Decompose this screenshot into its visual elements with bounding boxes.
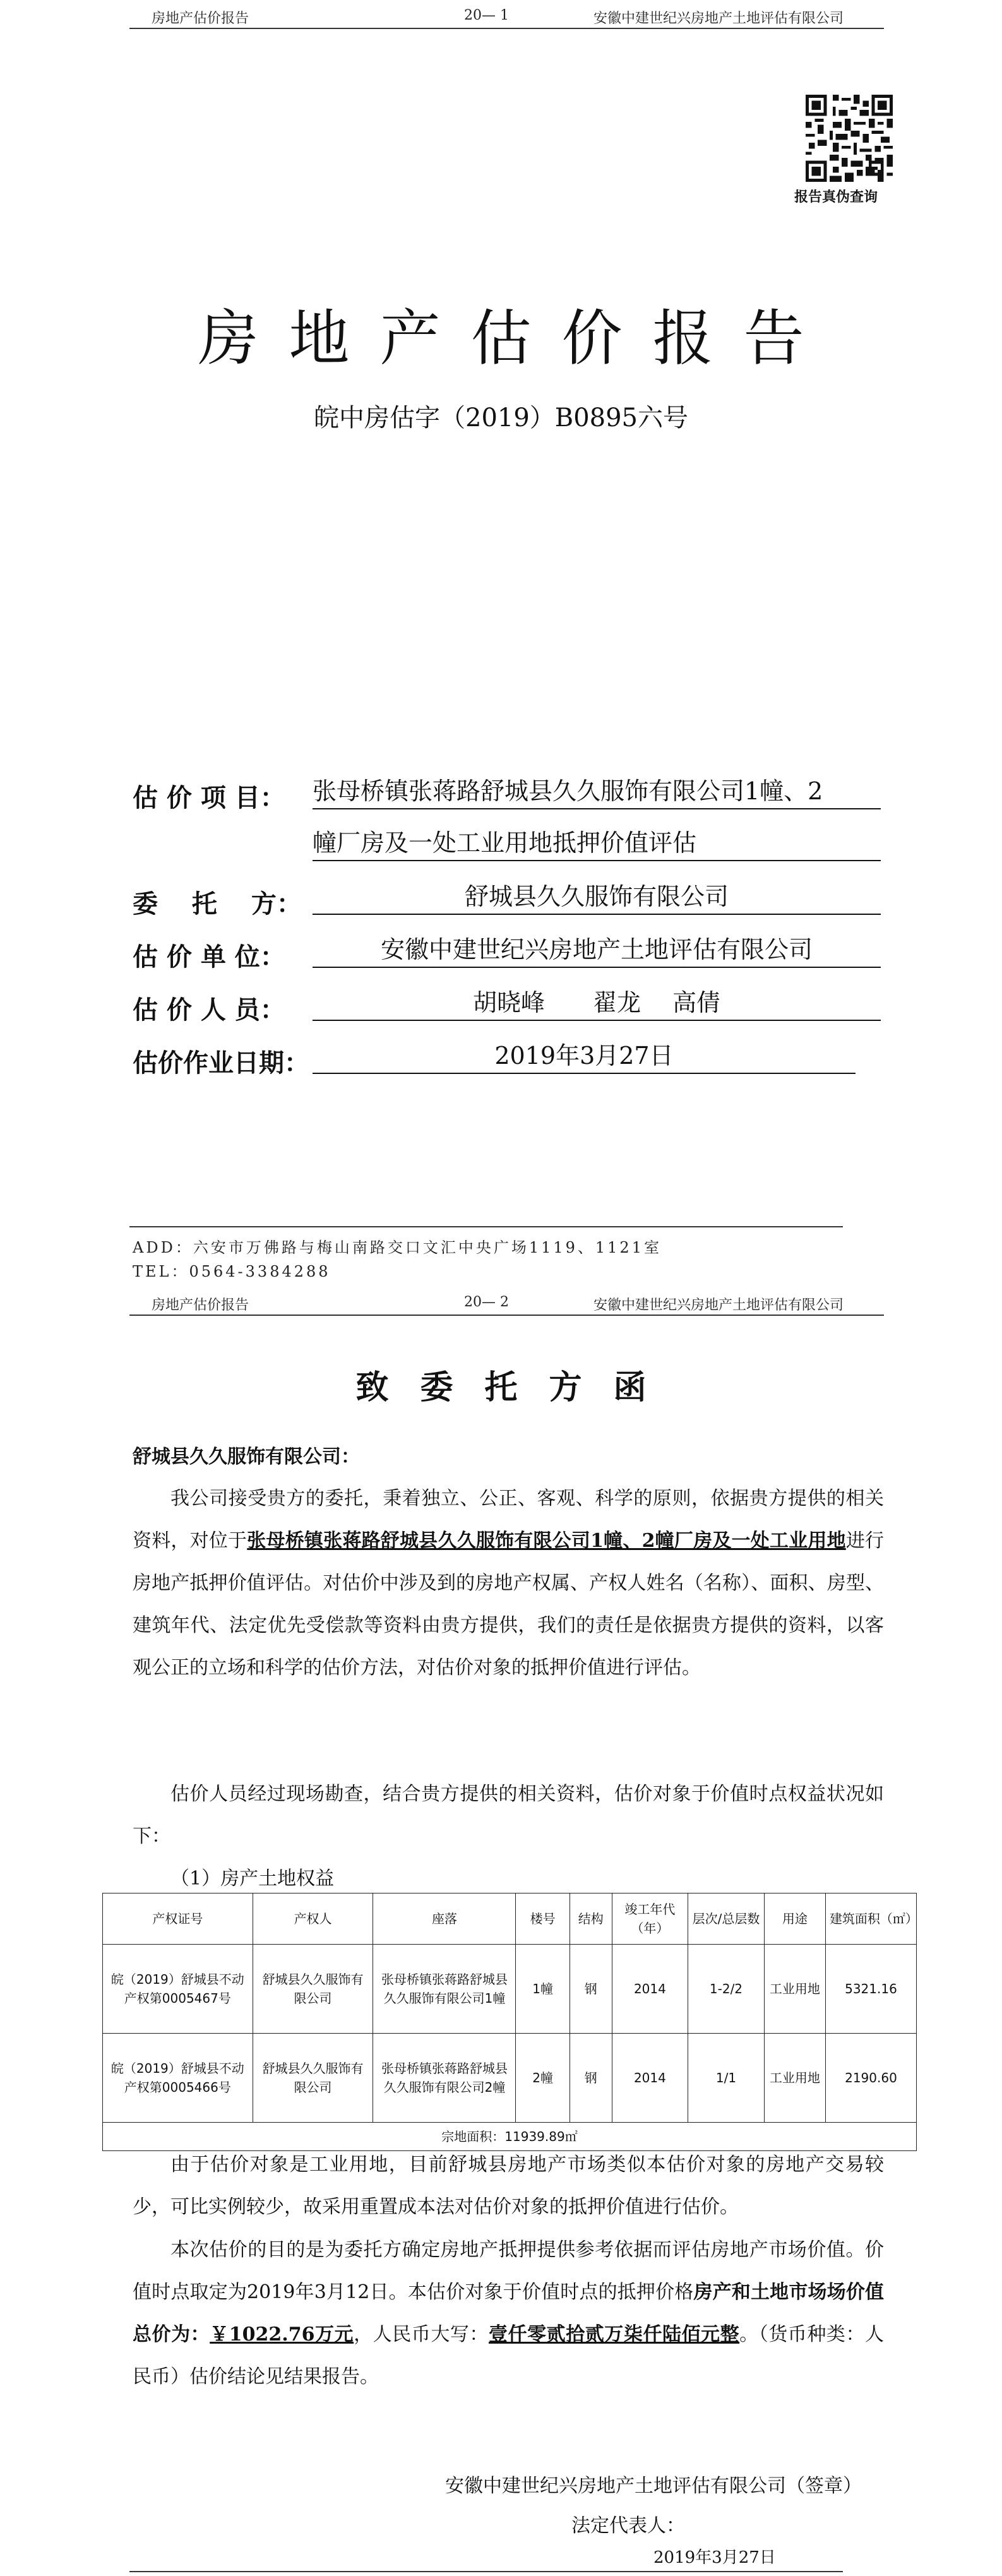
- paragraph-1: [133, 1477, 884, 1689]
- paragraph-4-text-f: 。（货币种类：人民币）估价结论见结果报告。: [133, 2323, 885, 2388]
- report-title: 房地产估价报告: [198, 303, 835, 374]
- col-structure: 结构: [570, 1893, 612, 1945]
- cell-building-no: 1幢: [516, 1945, 570, 2034]
- project-label: 估 价 项 目：: [133, 783, 285, 813]
- page1-header-right: 安徽中建世纪兴房地产土地评估有限公司: [593, 11, 844, 27]
- cell-structure: 钢: [570, 2034, 612, 2123]
- paragraph-2: 估价人员经过现场勘查，结合贵方提供的相关资料，估价对象于价值时点权益状况如下：: [133, 1783, 884, 1847]
- org-value: 安徽中建世纪兴房地产土地评估有限公司: [313, 934, 881, 968]
- cell-cert-no: 皖（2019）舒城县不动产权第0005467号: [103, 1945, 253, 2034]
- report-number: 皖中房估字（2019）B0895六号: [314, 403, 688, 432]
- qr-caption: 报告真伪查询: [794, 189, 878, 205]
- org-label: 估 价 单 位：: [133, 942, 285, 972]
- col-cert-no: 产权证号: [103, 1893, 253, 1945]
- signature-legal-rep: 法定代表人：: [571, 2515, 685, 2537]
- page1-header-left: 房地产估价报告: [152, 11, 249, 27]
- table-row: [103, 2034, 917, 2123]
- cell-building-no: 2幢: [516, 2034, 570, 2123]
- col-building-no: 楼号: [516, 1893, 570, 1945]
- total-value-label: 房产和土地市场场价值总价为：: [133, 2281, 885, 2346]
- col-floor-area: 建筑面积（㎡）: [825, 1893, 916, 1945]
- page2-header-center: 20— 2: [464, 1294, 509, 1310]
- total-value-uppercase: 壹仟零贰拾贰万柒仟陆佰元整: [488, 2323, 740, 2346]
- cell-completion-year: 2014: [612, 1945, 688, 2034]
- paragraph-4: [133, 2229, 884, 2398]
- col-owner: 产权人: [253, 1893, 373, 1945]
- col-usage: 用途: [764, 1893, 825, 1945]
- page1-header-rule: [129, 28, 884, 29]
- qr-code-icon[interactable]: [802, 95, 897, 182]
- paragraph-4-text-d: ，人民币大写：: [354, 2323, 489, 2346]
- table-header-row: [103, 1893, 917, 1945]
- cell-floor-area: 2190.60: [825, 2034, 916, 2123]
- rights-table: [102, 1893, 917, 2151]
- page1-header-center: 20— 1: [464, 8, 509, 23]
- staff-label: 估 价 人 员：: [133, 995, 285, 1025]
- date-label: 估价作业日期：: [133, 1048, 309, 1078]
- client-label: 委 托 方：: [133, 889, 302, 919]
- page2-header-rule: [129, 1315, 884, 1316]
- client-value: 舒城县久久服饰有限公司: [313, 881, 881, 915]
- paragraph-4-text-a: 本次估价的目的是为委托方确定房地产抵押提供参考依据而评估房地产市场价值。价值时点取定为2019年3月12日。本估价对象于价值时点的抵押价格: [133, 2239, 884, 2303]
- page2-header-right: 安徽中建世纪兴房地产土地评估有限公司: [593, 1297, 844, 1313]
- page1-footer-rule: [129, 1226, 843, 1227]
- col-floors: 层次/总层数: [688, 1893, 765, 1945]
- date-value: 2019年3月27日: [313, 1040, 856, 1074]
- cell-cert-no: 皖（2019）舒城县不动产权第0005466号: [103, 2034, 253, 2123]
- paragraph-1-text-b: 进行房地产抵押价值评估。对估价中涉及到的房地产权属、产权人姓名（名称）、面积、房型、建筑年代、法定优先受偿款等资料由贵方提供，我们的责任是依据贵方提供的资料，以客观公正的立场和科学的估价方法，对估价对象的抵押价值进行评估。: [133, 1530, 885, 1679]
- land-area-total: 宗地面积：11939.89㎡: [103, 2123, 917, 2151]
- rights-subheading: （1）房产土地权益: [170, 1868, 335, 1890]
- project-value-line1: 张母桥镇张蒋路舒城县久久服饰有限公司1幢、2: [313, 775, 881, 809]
- paragraph-1-text-a: 我公司接受贵方的委托，秉着独立、公正、客观、科学的原则，依据贵方提供的相关资料，对位于: [133, 1488, 884, 1552]
- cell-owner: 舒城县久久服饰有限公司: [253, 1945, 373, 2034]
- total-value-amount: ￥1022.76万元: [210, 2323, 354, 2346]
- cell-location: 张母桥镇张蒋路舒城县久久服饰有限公司2幢: [373, 2034, 516, 2123]
- col-completion-year: 竣工年代（年）: [612, 1893, 688, 1945]
- cell-floors: 1-2/2: [688, 1945, 765, 2034]
- cell-usage: 工业用地: [764, 2034, 825, 2123]
- project-value-line2: 幢厂房及一处工业用地抵押价值评估: [313, 827, 881, 861]
- page2-header-left: 房地产估价报告: [152, 1297, 249, 1313]
- cell-floors: 1/1: [688, 2034, 765, 2123]
- signature-company: 安徽中建世纪兴房地产土地评估有限公司（签章）: [445, 2475, 862, 2497]
- property-address-underlined: 张母桥镇张蒋路舒城县久久服饰有限公司1幢、2幢厂房及一处工业用地: [247, 1530, 846, 1552]
- addressee: 舒城县久久服饰有限公司：: [133, 1446, 360, 1468]
- paragraph-3: 由于估价对象是工业用地，目前舒城县房地产市场类似本估价对象的房地产交易较少，可比实例较少，故采用重置成本法对估价对象的抵押价值进行估价。: [133, 2154, 884, 2218]
- table-row: [103, 1945, 917, 2034]
- staff-value: 胡晓峰 翟龙 高倩: [313, 987, 881, 1021]
- cell-usage: 工业用地: [764, 1945, 825, 2034]
- page1-footer-tel: TEL：0564-3384288: [133, 1263, 331, 1280]
- col-location: 座落: [373, 1893, 516, 1945]
- cell-floor-area: 5321.16: [825, 1945, 916, 2034]
- page1-footer-address: ADD：六安市万佛路与梅山南路交口文汇中央广场1119、1121室: [133, 1239, 662, 1256]
- cell-completion-year: 2014: [612, 2034, 688, 2123]
- cell-owner: 舒城县久久服饰有限公司: [253, 2034, 373, 2123]
- letter-title: 致委托方函: [355, 1368, 678, 1407]
- cell-location: 张母桥镇张蒋路舒城县久久服饰有限公司1幢: [373, 1945, 516, 2034]
- page2-footer-rule: [129, 2571, 843, 2572]
- signature-date: 2019年3月27日: [653, 2548, 776, 2567]
- cell-structure: 钢: [570, 1945, 612, 2034]
